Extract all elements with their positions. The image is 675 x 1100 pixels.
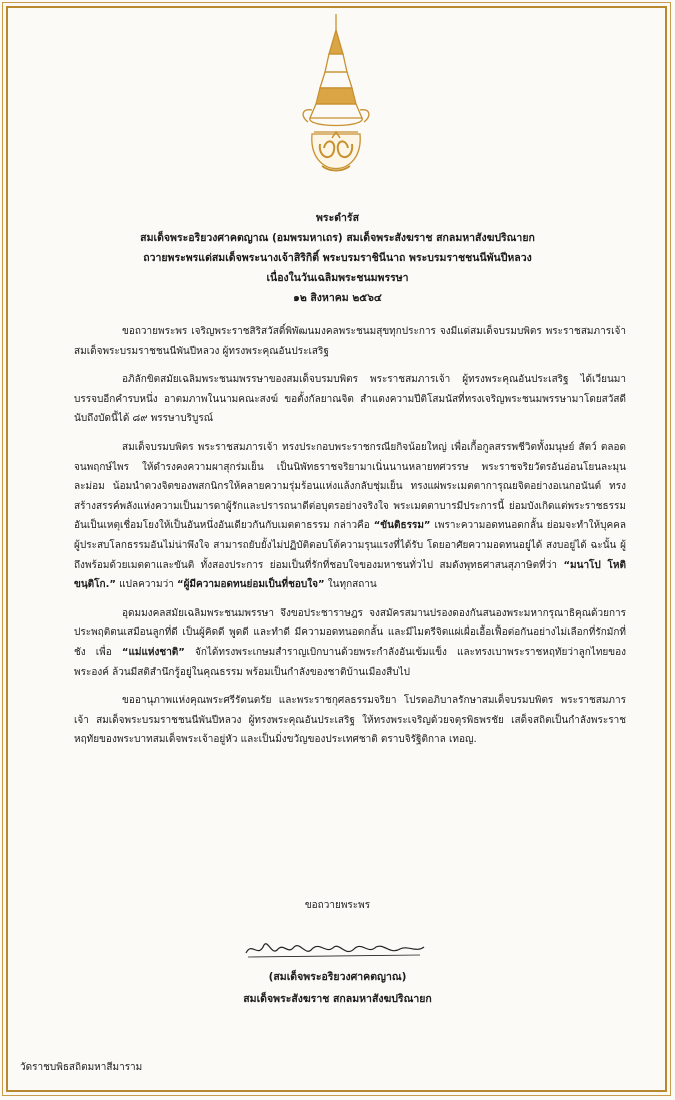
header-date: ๑๒ สิงหาคม ๒๕๖๔: [293, 292, 382, 304]
paragraph-3-text-b: เพราะความอดทนอดกลั้น ย่อมจะทำให้บุคคลผู้ประสบโลกธรรมอันไม่น่าพึงใจ สามารถยับยั้งไม่ปฏิบัติตอบโต้ความรุนแรงที่ได้รับ โดยอาศัยความอดทนอยู่ได้ สงบอยู่ได้ ฉะนั้น ผู้ถึงพร้อมด้วยเมตตาและขันติ ทั้งสองประการ ย่อมเป็นที่รักที่ชอบใจของมหาชนทั่วไป สมดังพุทธศาสนสุภาษิตที่ว่า: [74, 520, 626, 571]
highlight-quote-meaning: “ผู้มีความอดทนย่อมเป็นที่ชอบใจ”: [177, 579, 325, 591]
paragraph-4: [74, 604, 626, 682]
handwritten-signature: [240, 935, 430, 963]
supreme-patriarch-emblem-icon: [296, 12, 376, 192]
paragraph-4-text-b: จักได้ทรงพระเกษมสำราญเบิกบานด้วยพระกำลังอันเข้มแข็ง และทรงเบาพระราชหฤทัยว่าลูกไทยของพระองค์ ล้วนมีสติสำนึกรู้อยู่ในคุณธรรม พร้อมเป็นกำลังของชาติบ้านเมืองสืบไป: [74, 646, 626, 678]
decree-title: พระดำรัส: [316, 212, 359, 224]
paragraph-2: อภิลักขิตสมัยเฉลิมพระชนมพรรษาของสมเด็จบรมบพิตร พระราชสมภารเจ้า ผู้ทรงพระคุณอันประเสริฐ ได้เวียนมาบรรจบอีกคำรบหนึ่ง อาตมภาพในนามคณะสงฆ์ ขอตั้งกัลยาณจิต สำแดงความปีติโสมนัสที่ทรงเจริญพระชนมพรรษามาโดยสวัสดี นับถึงบัดนี้ได้ ๘๙ พรรษาบริบูรณ์: [74, 374, 626, 425]
paragraph-3-text-d: ในทุกสถาน: [324, 579, 377, 591]
signatory-block: [0, 966, 675, 1010]
paragraph-3-text-c: แปลความว่า: [115, 579, 177, 591]
paragraph-3: [74, 438, 626, 595]
highlight-pali-quote: “มนาโป โหติ ขนฺติโก.”: [74, 559, 627, 591]
footer-location: วัดราชบพิธสถิตมหาสีมาราม: [20, 1062, 143, 1073]
signatory-title: สมเด็จพระสังฆราช สกลมหาสังฆปริณายก: [243, 993, 432, 1005]
paragraph-5: ขออานุภาพแห่งคุณพระศรีรัตนตรัย และพระราชกุศลธรรมจริยา โปรดอภิบาลรักษาสมเด็จบรมบพิตร พระราชสมภารเจ้า สมเด็จพระบรมราชชนนีพันปีหลวง ผู้ทรงพระคุณอันประเสริฐ ให้ทรงพระเจริญด้วยจตุรพิธพรชัย เสด็จสถิตเป็นกำลังพระราชหฤทัยของพระบาทสมเด็จพระเจ้าอยู่หัว และเป็นมิ่งขวัญของประเทศชาติ ตราบจิรัฐิติกาล เทอญ.: [74, 695, 626, 746]
highlight-mother-of-nation: “แม่แห่งชาติ”: [121, 646, 185, 658]
header-line-author: สมเด็จพระอริยวงศาคตญาณ (อมพรมหาเถร) สมเด็จพระสังฆราช สกลมหาสังฆปริณายก: [140, 232, 535, 244]
paragraph-4-text-a: อุดมมงคลสมัยเฉลิมพระชนมพรรษา จึงขอประชาราษฎร จงสมัครสมานปรองดองกันสนองพระมหากรุณาธิคุณด้วยการประพฤติตนเสมือนลูกที่ดี เป็นผู้คิดดี พูดดี และทำดี มีความอดทนอดกลั้น และมีไมตรีจิตแผ่เผื่อเอื้อเฟื้อต่อกันอย่างไม่เลือกที่รักมักที่ชัง เพื่อ: [74, 607, 626, 658]
decree-header: [20, 208, 655, 308]
header-line-recipient: ถวายพระพรแด่สมเด็จพระนางเจ้าสิริกิติ์ พระบรมราชินีนาถ พระบรมราชชนนีพันปีหลวง: [143, 252, 532, 264]
header-line-occasion: เนื่องในวันเฉลิมพระชนมพรรษา: [266, 272, 409, 284]
paragraph-3-text-a: สมเด็จบรมบพิตร พระราชสมภารเจ้า ทรงประกอบพระราชกรณียกิจน้อยใหญ่ เพื่อเกื้อกูลสรรพชีวิตทั้งมนุษย์ สัตว์ ตลอดจนพฤกษ์ไพร ให้ดำรงคงความผาสุกร่มเย็น เป็นนิพัทธราชจริยามาเนิ่นนานหลายทศวรรษ พระราชจริยวัตรอันอ่อนโยนละมุนละม่อม น้อมนำดวงจิตของพสกนิกรให้คลายความรุ่มร้อนแห่งแล้งกลับชุ่มเย็น ทรงแผ่พระเมตตาการุณยจิตอย่างอเนกอนันต์ ทรงสร้างสรรค์พลังแห่งความเป็นมารดาผู้รักและปรารถนาดีต่อบุตรอย่างจริงใจ พระเมตตาบารมีประการนี้ ย่อมบังเกิดแต่พระราชธรรมอันเป็นเหตุเชื่อมโยงให้เป็นอันหนึ่งอันเดียวกันกับเมตตาธรรม กล่าวคือ: [74, 441, 626, 532]
paragraph-1: ขอถวายพระพร เจริญพระราชสิริสวัสดิ์พิพัฒนมงคลพระชนมสุขทุกประการ จงมีแด่สมเด็จบรมบพิตร พระราชสมภารเจ้า สมเด็จพระบรมราชชนนีพันปีหลวง ผู้ทรงพระคุณอันประเสริฐ: [74, 326, 626, 357]
signatory-name: (สมเด็จพระอริยวงศาคตญาณ): [268, 971, 407, 983]
closing-blessing: ขอถวายพระพร: [304, 900, 371, 911]
decree-body: [74, 322, 626, 759]
highlight-khanti: “ขันติธรรม”: [373, 520, 431, 532]
